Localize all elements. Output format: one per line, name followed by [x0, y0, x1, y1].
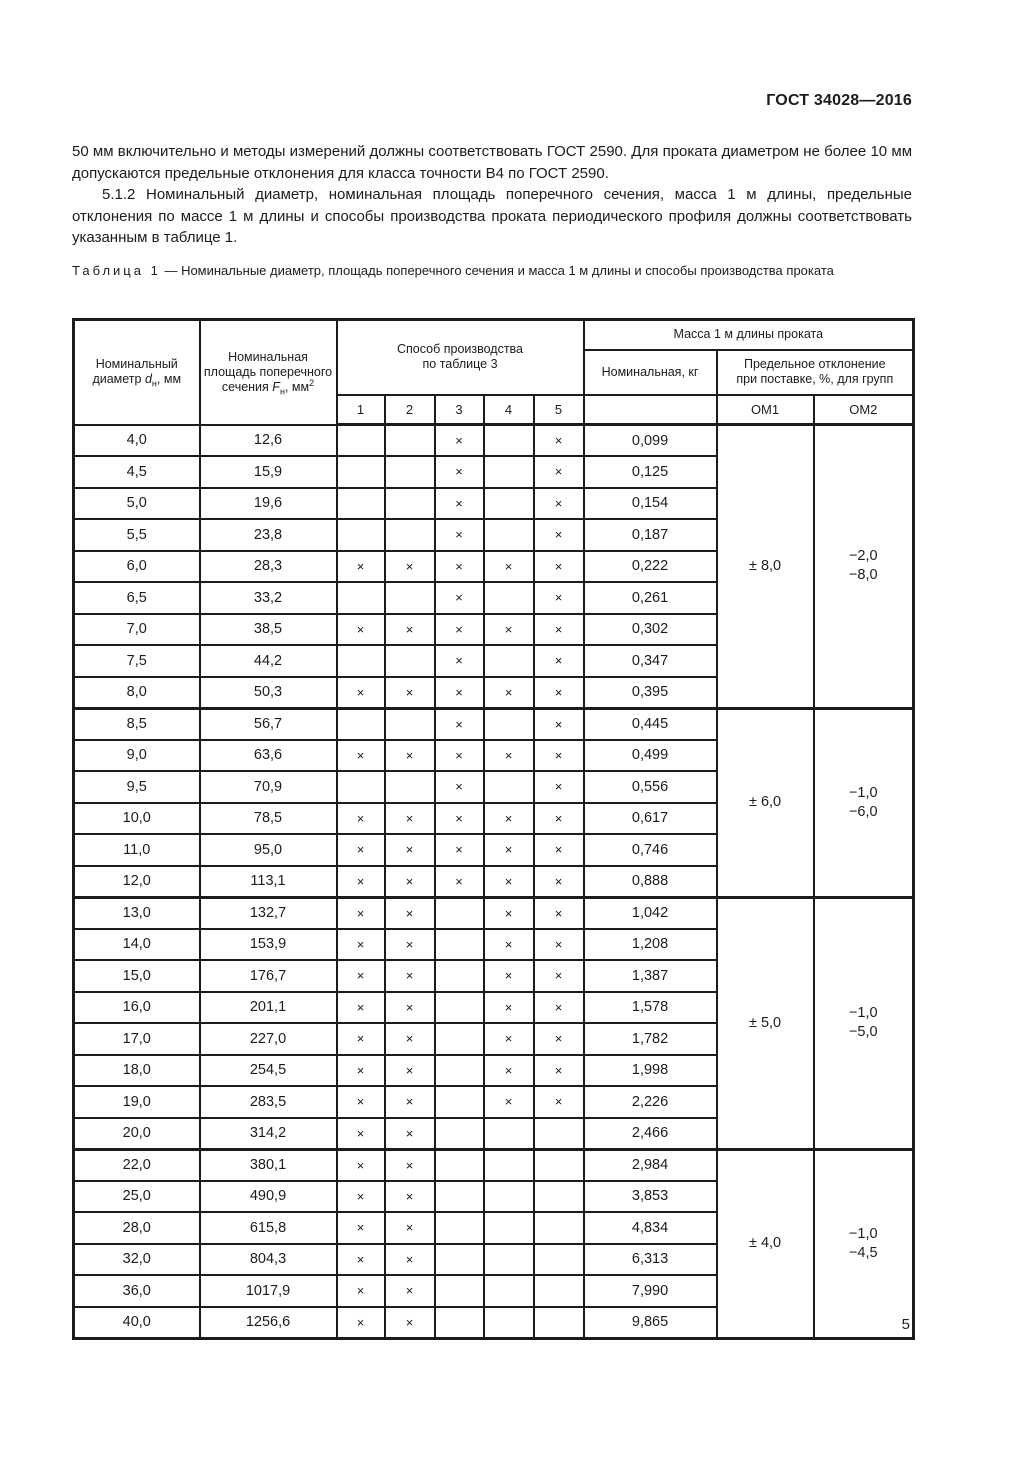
cell-diameter: 8,5: [74, 708, 200, 740]
cell-mass-nominal: 1,578: [584, 992, 717, 1024]
cell-method-1: ×: [337, 1212, 385, 1244]
table-head: [74, 320, 914, 425]
cell-method-1: ×: [337, 1307, 385, 1339]
cell-diameter: 17,0: [74, 1023, 200, 1055]
cell-tolerance-om2: −1,0 −4,5: [814, 1149, 914, 1338]
cell-method-3: ×: [435, 582, 484, 614]
cell-method-2: ×: [385, 1023, 435, 1055]
cell-method-2: ×: [385, 897, 435, 929]
cell-method-2: ×: [385, 866, 435, 898]
cell-method-1: ×: [337, 677, 385, 709]
table-caption-label: Таблица 1: [72, 263, 161, 278]
table-caption-text: — Номинальные диаметр, площадь поперечного сечения и масса 1 м длины и способы производства проката: [164, 263, 834, 278]
cell-diameter: 20,0: [74, 1118, 200, 1150]
cell-area: 12,6: [200, 425, 337, 457]
paragraph-1: 50 мм включительно и методы измерений должны соответствовать ГОСТ 2590. Для проката диаметром не более 10 мм допускаются предельные отклонения для класса точности В4 по ГОСТ 2590.: [72, 143, 912, 182]
cell-area: 314,2: [200, 1118, 337, 1150]
cell-method-2: ×: [385, 960, 435, 992]
cell-method-3: [435, 992, 484, 1024]
cell-method-1: [337, 771, 385, 803]
cell-tolerance-om1: ± 6,0: [717, 708, 814, 897]
cell-mass-nominal: 0,395: [584, 677, 717, 709]
cell-method-5: ×: [534, 771, 584, 803]
cell-method-1: [337, 519, 385, 551]
table-row: [74, 425, 914, 457]
cell-tolerance-om2: −1,0 −6,0: [814, 708, 914, 897]
cell-method-3: ×: [435, 740, 484, 772]
table-row: [74, 1149, 914, 1181]
cell-method-5: ×: [534, 425, 584, 457]
cell-mass-nominal: 2,226: [584, 1086, 717, 1118]
cell-method-5: ×: [534, 1023, 584, 1055]
cell-method-5: [534, 1275, 584, 1307]
cell-method-4: [484, 1212, 534, 1244]
cell-mass-nominal: 0,222: [584, 551, 717, 583]
cell-mass-nominal: 0,445: [584, 708, 717, 740]
cell-method-2: [385, 582, 435, 614]
cell-method-1: ×: [337, 1086, 385, 1118]
cell-diameter: 22,0: [74, 1149, 200, 1181]
cell-method-3: [435, 1244, 484, 1276]
cell-method-1: ×: [337, 866, 385, 898]
cell-mass-nominal: 0,347: [584, 645, 717, 677]
cell-method-5: ×: [534, 740, 584, 772]
cell-area: 1017,9: [200, 1275, 337, 1307]
cell-diameter: 7,5: [74, 645, 200, 677]
table-body: [74, 425, 914, 1339]
cell-method-1: [337, 456, 385, 488]
cell-mass-nominal: 0,617: [584, 803, 717, 835]
col-header-om2: ОМ2: [814, 395, 914, 425]
cell-area: 15,9: [200, 456, 337, 488]
cell-method-1: ×: [337, 929, 385, 961]
cell-area: 490,9: [200, 1181, 337, 1213]
cell-diameter: 25,0: [74, 1181, 200, 1213]
cell-method-4: ×: [484, 897, 534, 929]
cell-method-4: [484, 488, 534, 520]
diameter-header-text: Номинальный диаметр: [92, 357, 178, 387]
cell-method-4: ×: [484, 803, 534, 835]
col-header-mass-group: Масса 1 м длины проката: [584, 320, 914, 350]
cell-diameter: 40,0: [74, 1307, 200, 1339]
cell-method-1: ×: [337, 1149, 385, 1181]
cell-diameter: 5,5: [74, 519, 200, 551]
table-1: [72, 318, 915, 1340]
cell-area: 1256,6: [200, 1307, 337, 1339]
cell-mass-nominal: 0,125: [584, 456, 717, 488]
table-caption: [72, 263, 912, 280]
cell-method-5: ×: [534, 519, 584, 551]
col-header-method-2: 2: [385, 395, 435, 425]
cell-method-2: ×: [385, 1275, 435, 1307]
cell-area: 63,6: [200, 740, 337, 772]
cell-method-2: ×: [385, 1055, 435, 1087]
cell-method-5: ×: [534, 551, 584, 583]
cell-method-3: ×: [435, 834, 484, 866]
cell-method-2: ×: [385, 1086, 435, 1118]
cell-method-1: ×: [337, 834, 385, 866]
cell-method-4: [484, 708, 534, 740]
cell-method-4: [484, 425, 534, 457]
col-header-nominal-empty: [584, 395, 717, 425]
cell-diameter: 6,0: [74, 551, 200, 583]
cell-area: 44,2: [200, 645, 337, 677]
cell-method-2: ×: [385, 1181, 435, 1213]
table-row: [74, 708, 914, 740]
cell-method-4: [484, 456, 534, 488]
cell-method-2: ×: [385, 1212, 435, 1244]
cell-method-2: [385, 519, 435, 551]
cell-method-4: ×: [484, 992, 534, 1024]
cell-method-1: ×: [337, 1244, 385, 1276]
cell-method-5: ×: [534, 834, 584, 866]
area-unit: , мм: [284, 379, 310, 394]
cell-method-5: ×: [534, 1086, 584, 1118]
cell-area: 78,5: [200, 803, 337, 835]
cell-method-1: [337, 488, 385, 520]
col-header-mass-nominal: Номинальная, кг: [584, 350, 717, 395]
cell-mass-nominal: 9,865: [584, 1307, 717, 1339]
cell-method-4: ×: [484, 866, 534, 898]
cell-mass-nominal: 0,099: [584, 425, 717, 457]
col-header-diameter: [74, 320, 200, 425]
cell-method-1: ×: [337, 1181, 385, 1213]
cell-method-4: [484, 1244, 534, 1276]
cell-method-2: [385, 708, 435, 740]
cell-mass-nominal: 0,302: [584, 614, 717, 646]
deviation-header-line2: при поставке, %, для групп: [736, 372, 894, 386]
cell-method-5: [534, 1181, 584, 1213]
cell-area: 254,5: [200, 1055, 337, 1087]
cell-mass-nominal: 1,782: [584, 1023, 717, 1055]
cell-area: 201,1: [200, 992, 337, 1024]
col-header-method-5: 5: [534, 395, 584, 425]
paragraph-5-1-2: 5.1.2 Номинальный диаметр, номинальная площадь поперечного сечения, масса 1 м длины, предельные отклонения по массе 1 м длины и способы производства проката периодического профиля должны соответствовать указанным в таблице 1.: [72, 186, 912, 246]
cell-area: 153,9: [200, 929, 337, 961]
col-header-method-4: 4: [484, 395, 534, 425]
cell-mass-nominal: 7,990: [584, 1275, 717, 1307]
cell-diameter: 8,0: [74, 677, 200, 709]
col-header-deviation-group: [717, 350, 914, 395]
cell-method-4: [484, 519, 534, 551]
cell-method-1: ×: [337, 992, 385, 1024]
cell-method-5: [534, 1244, 584, 1276]
cell-method-5: [534, 1149, 584, 1181]
cell-method-3: [435, 897, 484, 929]
cell-mass-nominal: 0,187: [584, 519, 717, 551]
cell-method-1: ×: [337, 614, 385, 646]
cell-area: 283,5: [200, 1086, 337, 1118]
cell-method-4: [484, 645, 534, 677]
cell-method-5: ×: [534, 866, 584, 898]
cell-mass-nominal: 0,261: [584, 582, 717, 614]
cell-mass-nominal: 1,998: [584, 1055, 717, 1087]
cell-method-1: ×: [337, 1118, 385, 1150]
body-text: [72, 141, 912, 249]
cell-diameter: 32,0: [74, 1244, 200, 1276]
cell-method-3: ×: [435, 456, 484, 488]
cell-method-1: ×: [337, 897, 385, 929]
cell-diameter: 10,0: [74, 803, 200, 835]
cell-tolerance-om1: ± 8,0: [717, 425, 814, 709]
cell-method-3: [435, 1212, 484, 1244]
cell-method-4: [484, 771, 534, 803]
cell-method-5: ×: [534, 960, 584, 992]
cell-diameter: 7,0: [74, 614, 200, 646]
cell-method-4: ×: [484, 834, 534, 866]
cell-method-3: [435, 1181, 484, 1213]
cell-area: 56,7: [200, 708, 337, 740]
cell-method-5: ×: [534, 1055, 584, 1087]
cell-method-4: [484, 582, 534, 614]
cell-area: 70,9: [200, 771, 337, 803]
col-header-method-3: 3: [435, 395, 484, 425]
cell-method-3: ×: [435, 866, 484, 898]
cell-method-1: ×: [337, 740, 385, 772]
cell-method-1: ×: [337, 551, 385, 583]
method-header-line2: по таблице 3: [422, 357, 498, 372]
cell-mass-nominal: 0,888: [584, 866, 717, 898]
cell-diameter: 28,0: [74, 1212, 200, 1244]
document-code: ГОСТ 34028—2016: [766, 92, 912, 109]
cell-method-1: ×: [337, 1023, 385, 1055]
cell-method-2: ×: [385, 1118, 435, 1150]
method-header-line1: Способ производства: [397, 342, 524, 357]
cell-method-5: ×: [534, 992, 584, 1024]
cell-area: 50,3: [200, 677, 337, 709]
diameter-unit: , мм: [156, 372, 182, 387]
cell-method-4: ×: [484, 1023, 534, 1055]
cell-method-3: ×: [435, 551, 484, 583]
cell-method-4: ×: [484, 1086, 534, 1118]
cell-method-2: ×: [385, 740, 435, 772]
diameter-symbol: d: [144, 372, 152, 387]
cell-area: 113,1: [200, 866, 337, 898]
cell-method-2: ×: [385, 992, 435, 1024]
cell-method-4: ×: [484, 1055, 534, 1087]
cell-method-4: ×: [484, 960, 534, 992]
cell-method-5: [534, 1212, 584, 1244]
cell-diameter: 9,5: [74, 771, 200, 803]
cell-method-4: [484, 1275, 534, 1307]
cell-diameter: 6,5: [74, 582, 200, 614]
cell-method-3: [435, 1023, 484, 1055]
cell-area: 33,2: [200, 582, 337, 614]
area-symbol: F: [272, 379, 280, 394]
cell-method-2: [385, 645, 435, 677]
cell-diameter: 18,0: [74, 1055, 200, 1087]
cell-diameter: 11,0: [74, 834, 200, 866]
cell-diameter: 14,0: [74, 929, 200, 961]
cell-method-2: ×: [385, 551, 435, 583]
cell-method-4: ×: [484, 929, 534, 961]
cell-method-1: ×: [337, 960, 385, 992]
cell-method-2: ×: [385, 677, 435, 709]
cell-method-3: ×: [435, 488, 484, 520]
cell-mass-nominal: 4,834: [584, 1212, 717, 1244]
cell-method-3: ×: [435, 425, 484, 457]
cell-method-5: ×: [534, 488, 584, 520]
cell-diameter: 16,0: [74, 992, 200, 1024]
cell-method-1: ×: [337, 1055, 385, 1087]
cell-method-5: ×: [534, 614, 584, 646]
cell-method-2: [385, 771, 435, 803]
cell-mass-nominal: 0,499: [584, 740, 717, 772]
cell-tolerance-om1: ± 4,0: [717, 1149, 814, 1338]
col-header-method-1: 1: [337, 395, 385, 425]
cell-method-1: [337, 425, 385, 457]
cell-method-2: ×: [385, 1244, 435, 1276]
cell-method-1: ×: [337, 803, 385, 835]
cell-area: 804,3: [200, 1244, 337, 1276]
cell-method-5: ×: [534, 677, 584, 709]
cell-area: 176,7: [200, 960, 337, 992]
cell-method-5: ×: [534, 897, 584, 929]
cell-area: 28,3: [200, 551, 337, 583]
col-header-area: [200, 320, 337, 425]
cell-method-5: ×: [534, 803, 584, 835]
cell-area: 132,7: [200, 897, 337, 929]
table-row: [74, 897, 914, 929]
cell-tolerance-om2: −2,0 −8,0: [814, 425, 914, 709]
cell-method-2: [385, 488, 435, 520]
cell-method-2: ×: [385, 929, 435, 961]
cell-method-5: ×: [534, 456, 584, 488]
cell-mass-nominal: 3,853: [584, 1181, 717, 1213]
cell-method-3: [435, 1086, 484, 1118]
area-superscript: 2: [309, 377, 315, 388]
cell-method-4: [484, 1181, 534, 1213]
cell-method-4: ×: [484, 677, 534, 709]
cell-method-3: [435, 1055, 484, 1087]
cell-area: 615,8: [200, 1212, 337, 1244]
cell-method-3: [435, 1118, 484, 1150]
cell-method-3: ×: [435, 614, 484, 646]
cell-diameter: 36,0: [74, 1275, 200, 1307]
cell-method-3: ×: [435, 677, 484, 709]
cell-method-3: ×: [435, 519, 484, 551]
cell-area: 380,1: [200, 1149, 337, 1181]
cell-area: 23,8: [200, 519, 337, 551]
cell-diameter: 4,5: [74, 456, 200, 488]
page-number: 5: [901, 1316, 910, 1333]
deviation-header-line1: Предельное отклонение: [743, 357, 886, 371]
cell-method-1: [337, 582, 385, 614]
cell-method-4: ×: [484, 740, 534, 772]
cell-method-4: [484, 1149, 534, 1181]
cell-method-2: [385, 456, 435, 488]
cell-mass-nominal: 2,984: [584, 1149, 717, 1181]
area-subscript: н: [279, 386, 285, 397]
cell-diameter: 13,0: [74, 897, 200, 929]
cell-diameter: 12,0: [74, 866, 200, 898]
cell-diameter: 4,0: [74, 425, 200, 457]
cell-method-3: ×: [435, 803, 484, 835]
cell-mass-nominal: 0,556: [584, 771, 717, 803]
cell-diameter: 5,0: [74, 488, 200, 520]
cell-tolerance-om1: ± 5,0: [717, 897, 814, 1149]
cell-mass-nominal: 0,154: [584, 488, 717, 520]
col-header-om1: ОМ1: [717, 395, 814, 425]
cell-method-1: [337, 708, 385, 740]
cell-method-3: [435, 929, 484, 961]
cell-method-3: ×: [435, 645, 484, 677]
cell-method-5: ×: [534, 645, 584, 677]
cell-diameter: 19,0: [74, 1086, 200, 1118]
cell-method-5: ×: [534, 582, 584, 614]
cell-diameter: 9,0: [74, 740, 200, 772]
cell-method-2: ×: [385, 1307, 435, 1339]
cell-diameter: 15,0: [74, 960, 200, 992]
cell-method-2: ×: [385, 803, 435, 835]
area-header-text: Номинальная площадь поперечного сечения: [203, 349, 333, 394]
cell-method-5: [534, 1118, 584, 1150]
cell-method-3: [435, 960, 484, 992]
cell-method-3: [435, 1149, 484, 1181]
cell-mass-nominal: 0,746: [584, 834, 717, 866]
cell-mass-nominal: 1,208: [584, 929, 717, 961]
cell-method-1: ×: [337, 1275, 385, 1307]
cell-method-2: ×: [385, 834, 435, 866]
cell-area: 227,0: [200, 1023, 337, 1055]
cell-method-2: ×: [385, 1149, 435, 1181]
cell-mass-nominal: 1,042: [584, 897, 717, 929]
cell-area: 38,5: [200, 614, 337, 646]
cell-method-5: ×: [534, 929, 584, 961]
cell-method-4: [484, 1118, 534, 1150]
cell-method-5: ×: [534, 708, 584, 740]
cell-method-2: ×: [385, 614, 435, 646]
cell-method-3: [435, 1275, 484, 1307]
cell-area: 95,0: [200, 834, 337, 866]
cell-mass-nominal: 2,466: [584, 1118, 717, 1150]
cell-method-4: ×: [484, 614, 534, 646]
cell-tolerance-om2: −1,0 −5,0: [814, 897, 914, 1149]
cell-method-3: ×: [435, 708, 484, 740]
cell-area: 19,6: [200, 488, 337, 520]
header-row-1: [74, 320, 914, 350]
col-header-method-group: [337, 320, 584, 395]
diameter-subscript: н: [151, 378, 157, 389]
cell-mass-nominal: 6,313: [584, 1244, 717, 1276]
cell-mass-nominal: 1,387: [584, 960, 717, 992]
cell-method-3: ×: [435, 771, 484, 803]
cell-method-2: [385, 425, 435, 457]
cell-method-1: [337, 645, 385, 677]
cell-method-4: ×: [484, 551, 534, 583]
